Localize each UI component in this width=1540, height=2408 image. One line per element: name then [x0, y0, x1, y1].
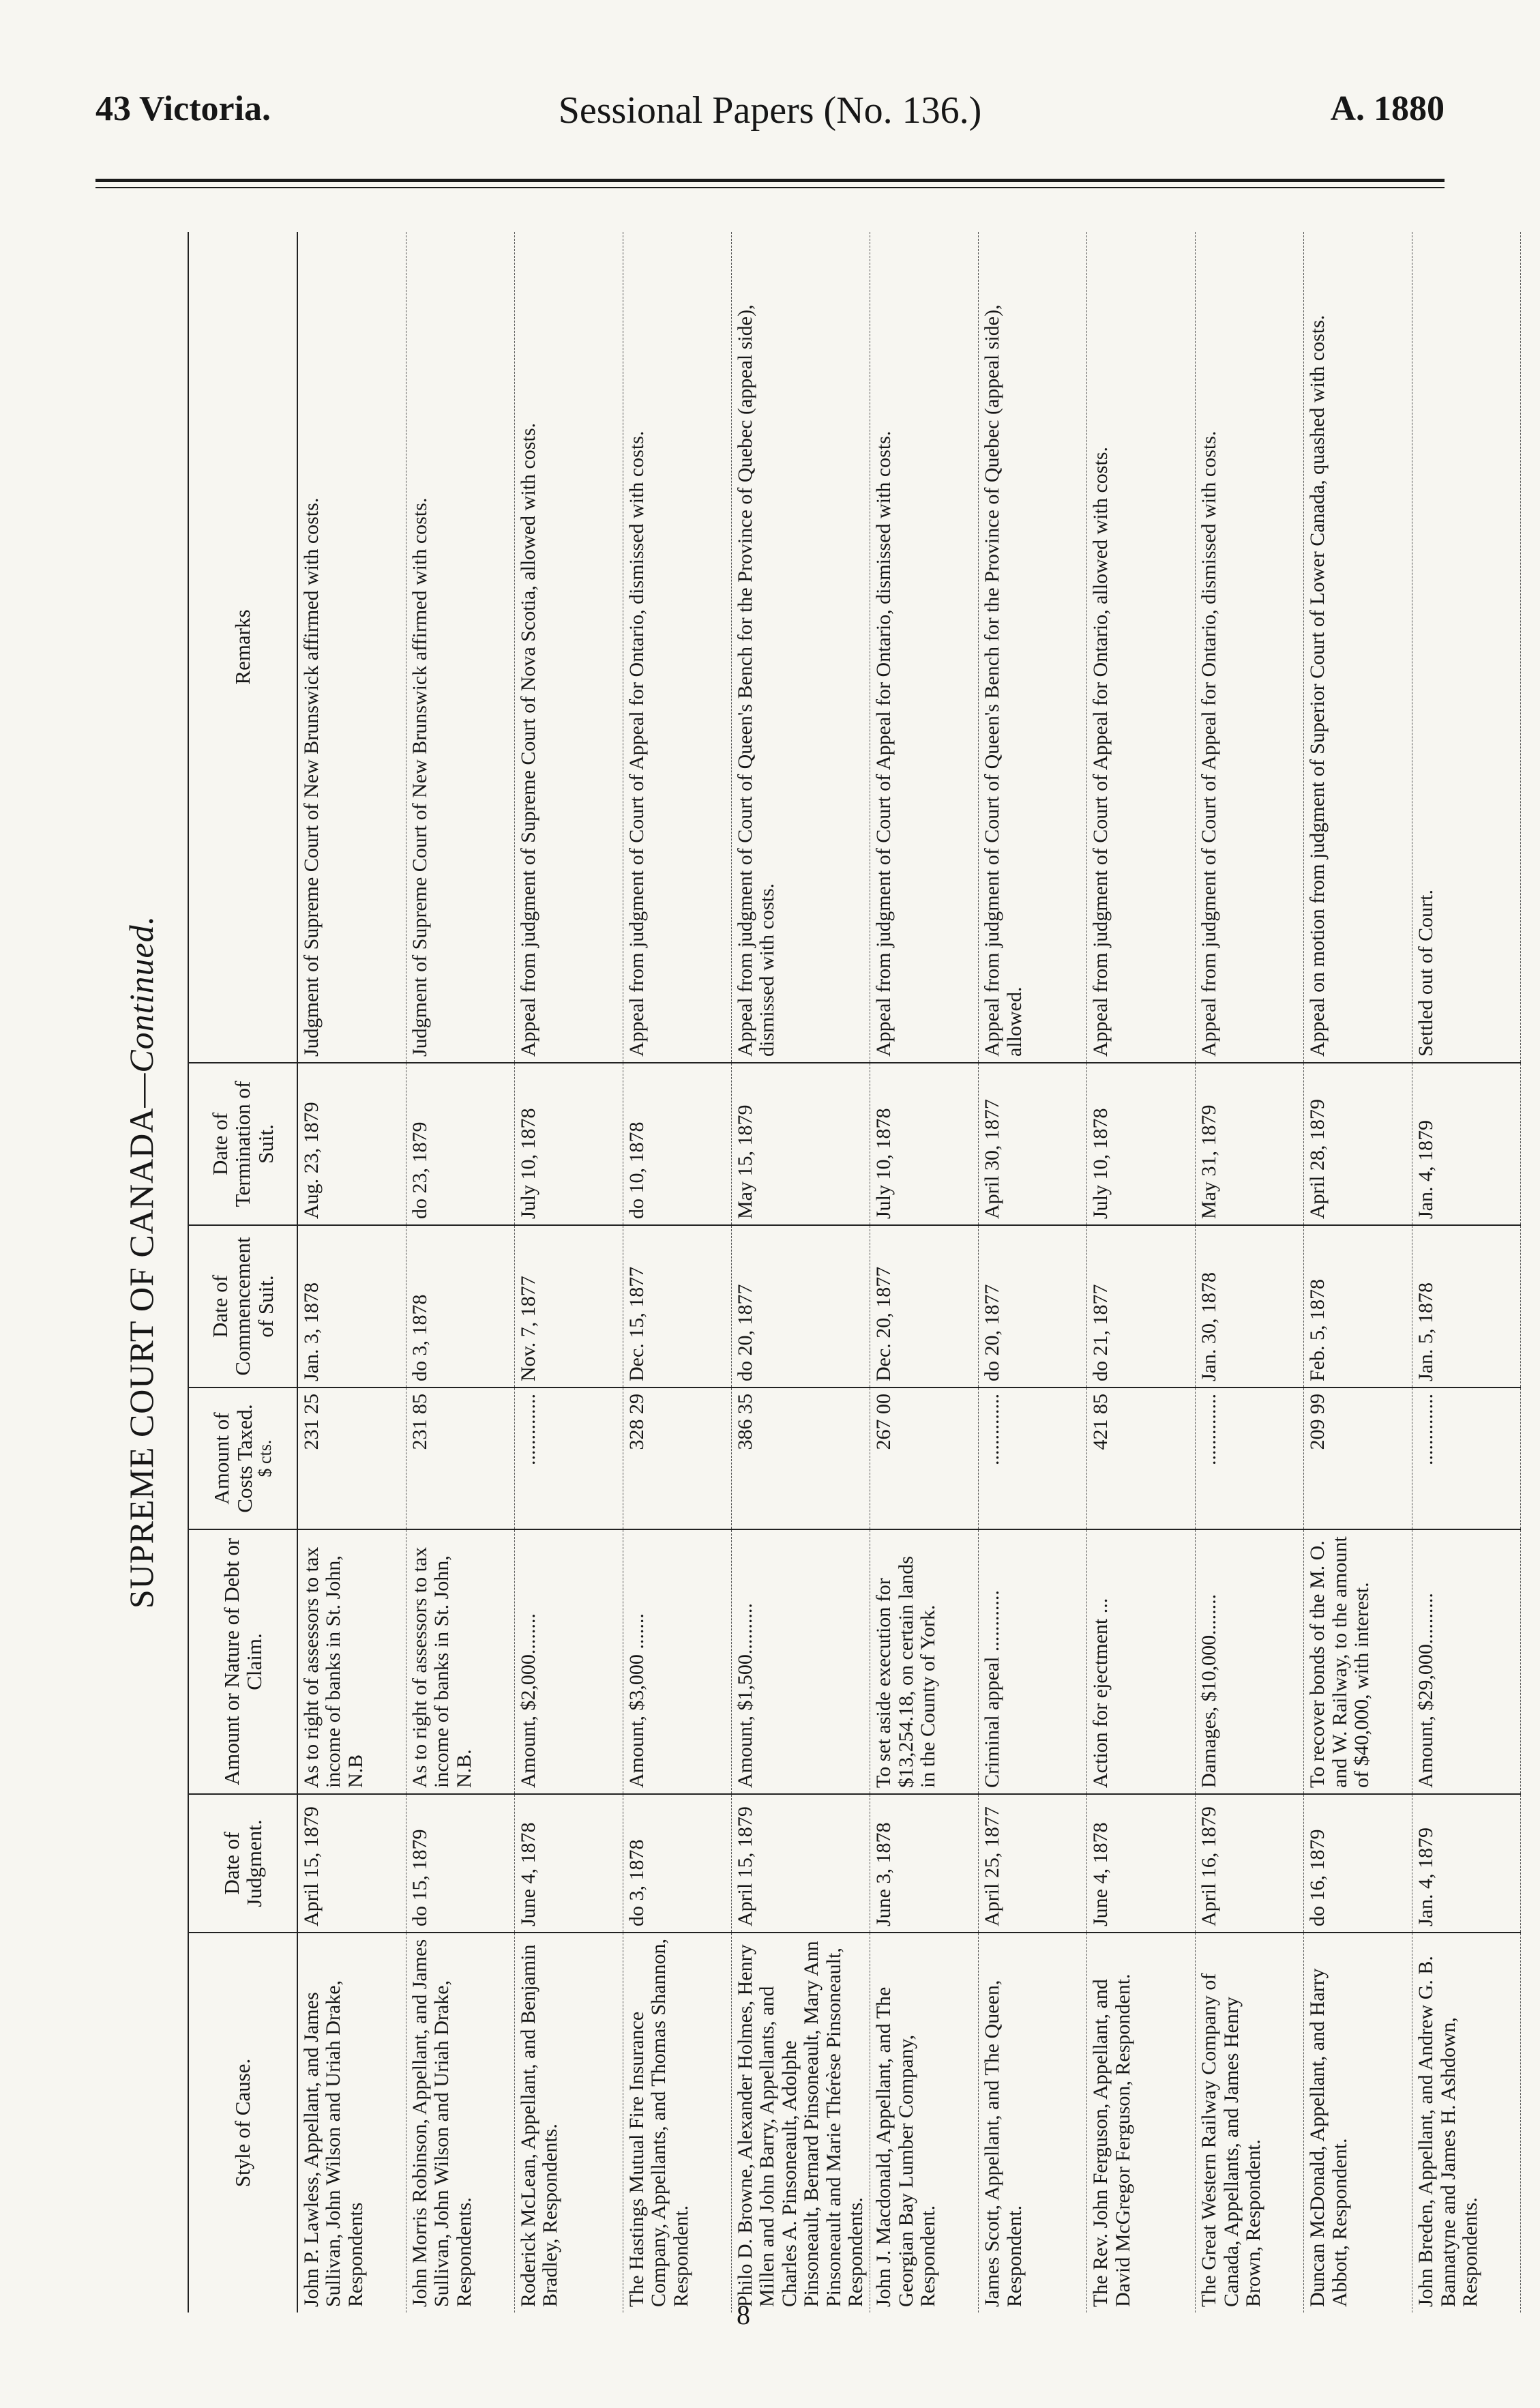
cell-termination: July 10, 1878 — [515, 1063, 623, 1225]
cell-judgment: June 4, 1878 — [1087, 1794, 1196, 1933]
cell-commencement: do 20, 1877 — [732, 1225, 870, 1387]
col-judgment: Date of Judgment. — [188, 1794, 297, 1933]
table-row — [1412, 232, 1521, 2312]
cell-commencement: Feb. 5, 1878 — [1304, 1225, 1412, 1387]
cell-claim: Amount, $29,000.......... — [1412, 1529, 1521, 1794]
header-title: Sessional Papers (No. 136.) — [558, 89, 982, 132]
cell-claim: Damages, $10,000........ — [1196, 1529, 1304, 1794]
cell-judgment: April 25, 1877 — [979, 1794, 1087, 1933]
cell-judgment: April 16, 1879 — [1196, 1794, 1304, 1933]
table-row — [406, 232, 515, 2312]
cell-costs: 231 85 — [406, 1387, 515, 1529]
cell-claim: Action for ejectment ... — [1087, 1529, 1196, 1794]
cell-judgment: April 15, 1879 — [732, 1794, 870, 1933]
cell-remarks: Appeal on motion from judgment of Superior Court of Lower Canada, quashed with costs. — [1306, 314, 1329, 1057]
table-row — [732, 232, 870, 2312]
cell-remarks: Appeal from judgment of Court of Appeal for Ontario, dismissed with costs. — [1198, 430, 1221, 1057]
cell-termination: May 31, 1879 — [1196, 1063, 1304, 1225]
cell-claim: Amount, $3,000 ....... — [623, 1529, 732, 1794]
cell-claim: As to right of assessors to tax income of banks in St. John, N.B. — [406, 1529, 515, 1794]
cell-termination: do 23, 1879 — [406, 1063, 515, 1225]
table-header-row — [188, 232, 297, 2312]
col-cause: Style of Cause. — [188, 1933, 297, 2312]
cell-remarks: Appeal from judgment of Court of Appeal for Ontario, dismissed with costs. — [625, 430, 648, 1057]
cell-cause: Duncan McDonald, Appellant, and Harry Abbott, Respondent. — [1304, 1933, 1412, 2312]
cell-costs: 421 85 — [1087, 1387, 1196, 1529]
cell-judgment: do 16, 1879 — [1304, 1794, 1412, 1933]
cell-judgment: June 4, 1878 — [515, 1794, 623, 1933]
cell-commencement: Jan. 3, 1878 — [297, 1225, 406, 1387]
cell-claim: To recover bonds of the M. O. and W. Railway, to the amount of $40,000, with interest. — [1304, 1529, 1412, 1794]
cases-table — [188, 232, 1521, 2312]
cell-claim: To set aside execution for $13,254.18, on certain lands in the County of York. — [870, 1529, 979, 1794]
cell-remarks: Appeal from judgment of Court of Appeal for Ontario, allowed with costs. — [1089, 447, 1112, 1057]
header-year: A. 1880 — [1330, 89, 1445, 128]
cell-cause: Roderick McLean, Appellant, and Benjamin Bradley, Respondents. — [515, 1933, 623, 2312]
page-number: 8 — [737, 2300, 750, 2330]
cell-termination: do 10, 1878 — [623, 1063, 732, 1225]
cell-commencement: Jan. 5, 1878 — [1412, 1225, 1521, 1387]
cell-termination: May 15, 1879 — [732, 1063, 870, 1225]
title-continued: Continued. — [122, 915, 160, 1073]
cell-termination: July 10, 1878 — [1087, 1063, 1196, 1225]
cell-termination: April 30, 1877 — [979, 1063, 1087, 1225]
table-row — [297, 232, 406, 2312]
cell-termination: July 10, 1878 — [870, 1063, 979, 1225]
cell-cause: John Breden, Appellant, and Andrew G. B. Bannatyne and James H. Ashdown, Respondents. — [1412, 1933, 1521, 2312]
cell-remarks: Appeal from judgment of Court of Queen's Bench for the Province of Quebec (appeal side), allowed. — [981, 304, 1026, 1057]
cell-costs: 386 35 — [732, 1387, 870, 1529]
cell-judgment: do 3, 1878 — [623, 1794, 732, 1933]
rotated-content — [102, 198, 1482, 2326]
cell-termination: Jan. 4, 1879 — [1412, 1063, 1521, 1225]
table-row — [979, 232, 1087, 2312]
table-row — [870, 232, 979, 2312]
header-session: 43 Victoria. — [95, 89, 271, 128]
cell-cause: The Great Western Railway Company of Canada, Appellants, and James Henry Brown, Respondent. — [1196, 1933, 1304, 2312]
cell-judgment: April 15, 1879 — [297, 1794, 406, 1933]
cell-cause: John P. Lawless, Appellant, and James Sullivan, John Wilson and Uriah Drake, Respondents — [297, 1933, 406, 2312]
cell-claim: Criminal appeal ............ — [979, 1529, 1087, 1794]
cell-claim: Amount, $2,000........ — [515, 1529, 623, 1794]
cell-commencement: do 20, 1877 — [979, 1225, 1087, 1387]
cell-remarks: Appeal from judgment of Supreme Court of Nova Scotia, allowed with costs. — [517, 423, 539, 1057]
cell-commencement: do 3, 1878 — [406, 1225, 515, 1387]
cell-costs: .............. — [1196, 1387, 1304, 1529]
costs-unit: $ cts. — [255, 1439, 276, 1478]
cell-commencement: Jan. 30, 1878 — [1196, 1225, 1304, 1387]
cell-termination: April 28, 1879 — [1304, 1063, 1412, 1225]
cell-commencement: do 21, 1877 — [1087, 1225, 1196, 1387]
cell-costs: .............. — [979, 1387, 1087, 1529]
cell-costs: 231 25 — [297, 1387, 406, 1529]
cell-remarks: Appeal from judgment of Court of Appeal for Ontario, dismissed with costs. — [872, 430, 895, 1057]
col-remarks: Remarks — [188, 232, 297, 1063]
cell-cause: The Hastings Mutual Fire Insurance Company, Appellants, and Thomas Shannon, Respondent. — [623, 1933, 732, 2312]
cell-cause: John J. Macdonald, Appellant, and The Georgian Bay Lumber Company, Respondent. — [870, 1933, 979, 2312]
col-claim: Amount or Nature of Debt or Claim. — [188, 1529, 297, 1794]
table-row — [1087, 232, 1196, 2312]
col-termination: Date of Termination of Suit. — [188, 1063, 297, 1225]
cell-cause: James Scott, Appellant, and The Queen, Respondent. — [979, 1933, 1087, 2312]
cell-judgment: Jan. 4, 1879 — [1412, 1794, 1521, 1933]
cell-remarks: Judgment of Supreme Court of New Brunswick affirmed with costs. — [300, 497, 323, 1057]
cell-judgment: June 3, 1878 — [870, 1794, 979, 1933]
cell-judgment: do 15, 1879 — [406, 1794, 515, 1933]
cell-cause: The Rev. John Ferguson, Appellant, and David McGregor Ferguson, Respondent. — [1087, 1933, 1196, 2312]
cell-commencement: Dec. 15, 1877 — [623, 1225, 732, 1387]
cell-cause: John Morris Robinson, Appellant, and James Sullivan, John Wilson and Uriah Drake, Respondents. — [406, 1933, 515, 2312]
header-rule-thin — [95, 187, 1445, 188]
table-row — [1304, 232, 1412, 2312]
table-row — [1196, 232, 1304, 2312]
col-costs — [188, 1387, 297, 1529]
cell-remarks: Settled out of Court. — [1415, 890, 1438, 1057]
cell-commencement: Dec. 20, 1877 — [870, 1225, 979, 1387]
cell-claim: As to right of assessors to tax income of banks in St. John, N.B — [297, 1529, 406, 1794]
cell-cause: Philo D. Browne, Alexander Holmes, Henry Millen and John Barry, Appellants, and Charles A. Pinsoneault, Adolphe Pinsoneault, Bernard Pinsoneault, Mary Ann Pinsoneault and Marie Thérèse Pinsoneault, Respondents. — [732, 1933, 870, 2312]
cell-remarks: Appeal from judgment of Court of Queen's Bench for the Province of Quebec (appeal side), dismissed with costs. — [734, 304, 779, 1057]
header-rule — [95, 179, 1445, 182]
cell-costs: .............. — [1412, 1387, 1521, 1529]
col-costs-label: Amount of Costs Taxed. — [209, 1404, 256, 1513]
rotated-table-area — [102, 198, 1482, 2326]
table-row — [623, 232, 732, 2312]
cell-termination: Aug. 23, 1879 — [297, 1063, 406, 1225]
title-main: SUPREME COURT OF CANADA— — [122, 1072, 160, 1609]
table-row — [515, 232, 623, 2312]
cell-costs: 209 99 — [1304, 1387, 1412, 1529]
page-title — [102, 198, 181, 2326]
cell-costs: 328 29 — [623, 1387, 732, 1529]
col-commencement: Date of Commencement of Suit. — [188, 1225, 297, 1387]
cell-remarks: Judgment of Supreme Court of New Brunswick affirmed with costs. — [409, 497, 431, 1057]
cell-commencement: Nov. 7, 1877 — [515, 1225, 623, 1387]
cell-costs: 267 00 — [870, 1387, 979, 1529]
cell-costs: .............. — [515, 1387, 623, 1529]
cell-claim: Amount, $1,500.......... — [732, 1529, 870, 1794]
